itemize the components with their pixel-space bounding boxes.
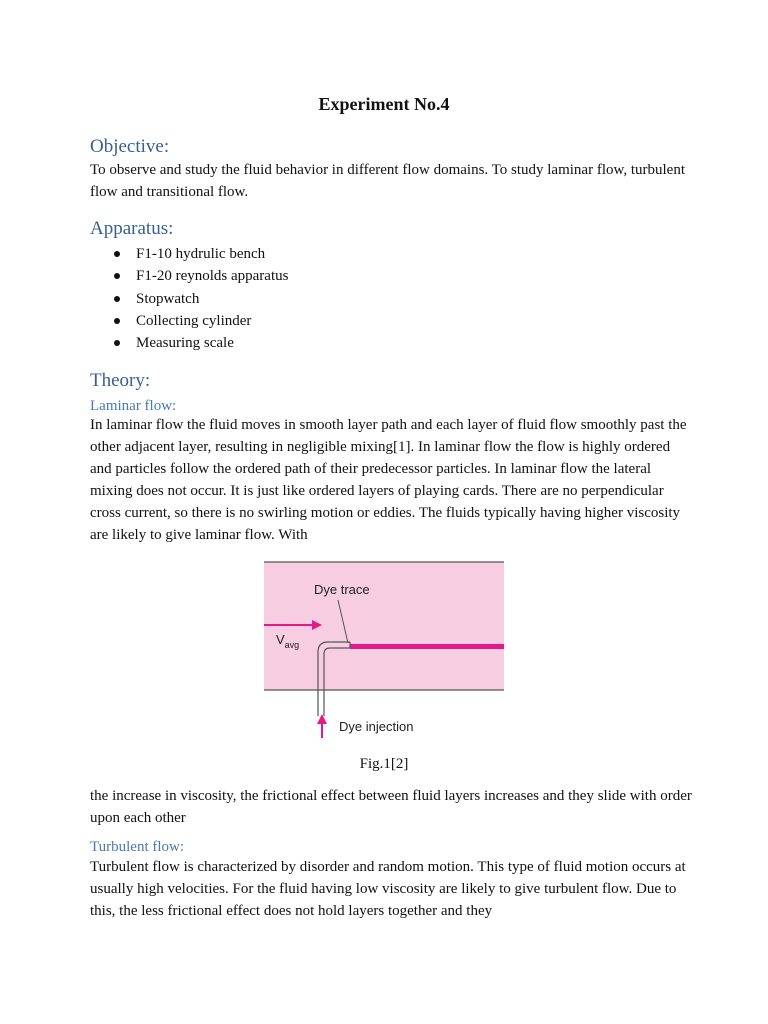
bullet-icon bbox=[114, 273, 120, 279]
theory-heading: Theory: bbox=[90, 370, 151, 391]
turbulent-text: Turbulent flow is characterized by disorder and random motion. This type of fluid motion occurs at usually high velocities. For the fluid having low viscosity are likely to give turbulent flow. Due to this, the less frictional effect does not hold layers together and they bbox=[90, 859, 686, 919]
bullet-icon bbox=[114, 251, 120, 257]
bullet-icon bbox=[114, 318, 120, 324]
laminar-continuation-text: the increase in viscosity, the frictional effect between fluid layers increases and they slide with order upon each other bbox=[90, 788, 692, 826]
laminar-heading: Laminar flow: bbox=[90, 398, 177, 414]
apparatus-heading: Apparatus: bbox=[90, 218, 174, 239]
list-item: Stopwatch bbox=[90, 288, 288, 310]
list-item: Collecting cylinder bbox=[90, 310, 288, 332]
laminar-text: In laminar flow the fluid moves in smooth layer path and each layer of fluid flow smoothly past the other adjacent layer, resulting in negligible mixing[1]. In laminar flow the flow is highly ordered and particles follow the ordered path of their predecessor particles. In laminar flow the lateral mixing does not occur. It is just like ordered layers of playing cards. There are no perpendicular cross current, so there is no swirling motion or eddies. The fluids typically having higher viscosity are likely to give laminar flow. With bbox=[90, 417, 687, 543]
dye-trace-label: Dye trace bbox=[314, 582, 370, 597]
dye-trace-line bbox=[350, 644, 504, 649]
dye-injection-label: Dye injection bbox=[339, 719, 414, 734]
list-item: F1-20 reynolds apparatus bbox=[90, 265, 288, 287]
objective-heading: Objective: bbox=[90, 136, 170, 157]
apparatus-list bbox=[90, 243, 288, 354]
figure-caption: Fig.1[2] bbox=[359, 756, 409, 772]
list-item: Measuring scale bbox=[90, 332, 288, 354]
objective-text: To observe and study the fluid behavior in different flow domains. To study laminar flow, turbulent flow and transitional flow. bbox=[90, 162, 686, 200]
laminar-flow-figure bbox=[262, 558, 507, 748]
bullet-icon bbox=[114, 340, 120, 346]
page-title: Experiment No.4 bbox=[318, 94, 450, 114]
list-item: F1-10 hydrulic bench bbox=[90, 243, 288, 265]
turbulent-heading: Turbulent flow: bbox=[90, 839, 185, 855]
v-avg-label: $V_{avg}$ bbox=[276, 632, 300, 650]
bullet-icon bbox=[114, 296, 120, 302]
